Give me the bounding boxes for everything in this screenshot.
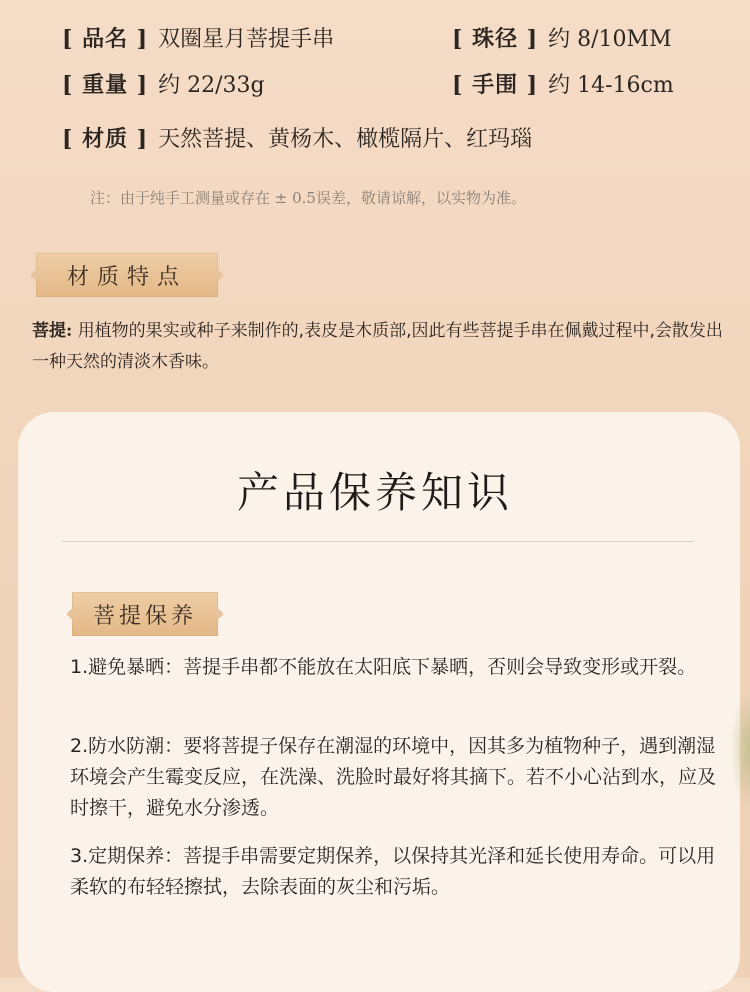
spec-weight-value: 约 22/33g	[158, 73, 265, 98]
spec-wrist-value: 约 14-16cm	[548, 73, 674, 98]
care-item-3: 3.定期保养：菩提手串需要定期保养，以保持其光泽和延长使用寿命。可以用柔软的布轻轻擦拭，去除表面的灰尘和污垢。	[70, 845, 716, 898]
spec-material	[62, 122, 532, 153]
spec-diameter	[452, 22, 672, 53]
care-subtitle-tag	[72, 592, 218, 636]
features-tag	[36, 253, 218, 297]
spec-material-key: [ 材质 ]	[62, 126, 149, 152]
measurement-note: 注：由于纯手工测量或存在 ± 0.5误差，敬请谅解，以实物为准。	[90, 189, 526, 207]
features-title: 材质特点	[66, 264, 187, 290]
care-item-1: 1.避免暴晒：菩提手串都不能放在太阳底下暴晒，否则会导致变形或开裂。	[70, 656, 697, 678]
care-subtitle: 菩提保养	[92, 603, 197, 629]
care-divider	[62, 541, 694, 542]
spec-wrist-key: [ 手围 ]	[452, 72, 539, 98]
features-label: 菩提:	[32, 321, 73, 341]
spec-name-value: 双圈星月菩提手串	[158, 27, 335, 52]
spec-weight-key: [ 重量 ]	[62, 72, 149, 98]
features-description	[32, 316, 732, 378]
spec-name	[62, 22, 334, 53]
spec-diameter-value: 约 8/10MM	[548, 27, 672, 52]
spec-wrist	[452, 68, 674, 99]
features-text: 用植物的果实或种子来制作的,表皮是木质部,因此有些菩提手串在佩戴过程中,会散发出一种天然的清淡木香味。	[32, 321, 723, 372]
spec-material-value: 天然菩提、黄杨木、橄榄隔片、红玛瑙	[158, 127, 533, 152]
spec-diameter-key: [ 珠径 ]	[452, 26, 539, 52]
care-title: 产品保养知识	[236, 468, 513, 517]
spec-weight	[62, 68, 265, 99]
spec-name-key: [ 品名 ]	[62, 26, 149, 52]
care-item-2: 2.防水防潮：要将菩提子保存在潮湿的环境中，因其多为植物种子，遇到潮湿环境会产生霉变反应，在洗澡、洗脸时最好将其摘下。若不小心沾到水，应及时擦干，避免水分渗透。	[70, 735, 717, 819]
